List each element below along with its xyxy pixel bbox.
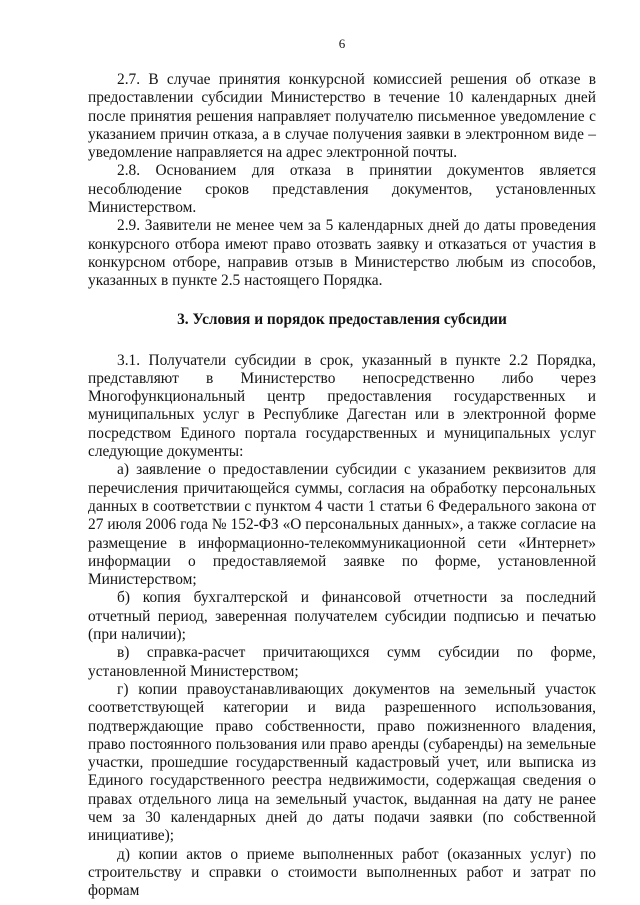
page-number: 6 [338,36,346,51]
list-item-v: в) справка-расчет причитающихся сумм субсидии по форме, установленной Министерством; [88,644,596,680]
section-heading: 3. Условия и порядок предоставления субсидии [177,310,507,328]
list-item-g: г) копии правоустанавливающих документов на земельный участок соответствующей категории и вида разрешенного использования, подтверждающие право собственности, право пожизненного владения, право постоянного пользования или право аренды (субаренды) на земельные участки, прошедшие государственный кадастровый учет, или выписка из Единого государственного реестра недвижимости, содержащая сведения о правах отдельного лица на земельный участок, выданная на дату не ранее чем за 30 календарных дней до даты подачи заявки (по собственной инициативе); [88,680,596,845]
list-item-d: д) копии актов о приеме выполненных работ (оказанных услуг) по строительству и справки о стоимости выполненных работ и затрат по формам [88,845,596,900]
paragraph-3-1: 3.1. Получатели субсидии в срок, указанный в пункте 2.2 Порядка, представляют в Министерство непосредственно либо через Многофункциональный центр предоставления государственных и муниципальных услуг в Республике Дагестан или в электронной форме посредством Единого портала государственных и муниципальных услуг следующие документы: [88,351,596,461]
paragraph-2-9: 2.9. Заявители не менее чем за 5 календарных дней до даты проведения конкурсного отбора имеют право отозвать заявку и отказаться от участия в конкурсном отборе, направив отзыв в Министерство любым из способов, указанных в пункте 2.5 настоящего Порядка. [88,217,596,290]
paragraph-2-7: 2.7. В случае принятия конкурсной комиссией решения об отказе в предоставлении субсидии Министерство в течение 10 календарных дней после принятия решения направляет получателю письменное уведомление с указанием причин отказа, а в случае получения заявки в электронном виде – уведомление направляется на адрес электронной почты. [88,71,596,162]
list-item-b: б) копия бухгалтерской и финансовой отчетности за последний отчетный период, заверенная получателем субсидии подписью и печатью (при наличии); [88,589,596,644]
list-item-a: а) заявление о предоставлении субсидии с указанием реквизитов для перечисления причитающейся суммы, согласия на обработку персональных данных в соответствии с пунктом 4 части 1 статьи 6 Федерального закона от 27 июля 2006 года № 152-ФЗ «О персональных данных», а также согласие на размещение в информационно-телекоммуникационной сети «Интернет» информации о предоставляемой заявке по форме, установленной Министерством; [88,461,596,589]
paragraph-2-8: 2.8. Основанием для отказа в принятии документов является несоблюдение сроков представления документов, установленных Министерством. [88,162,596,217]
